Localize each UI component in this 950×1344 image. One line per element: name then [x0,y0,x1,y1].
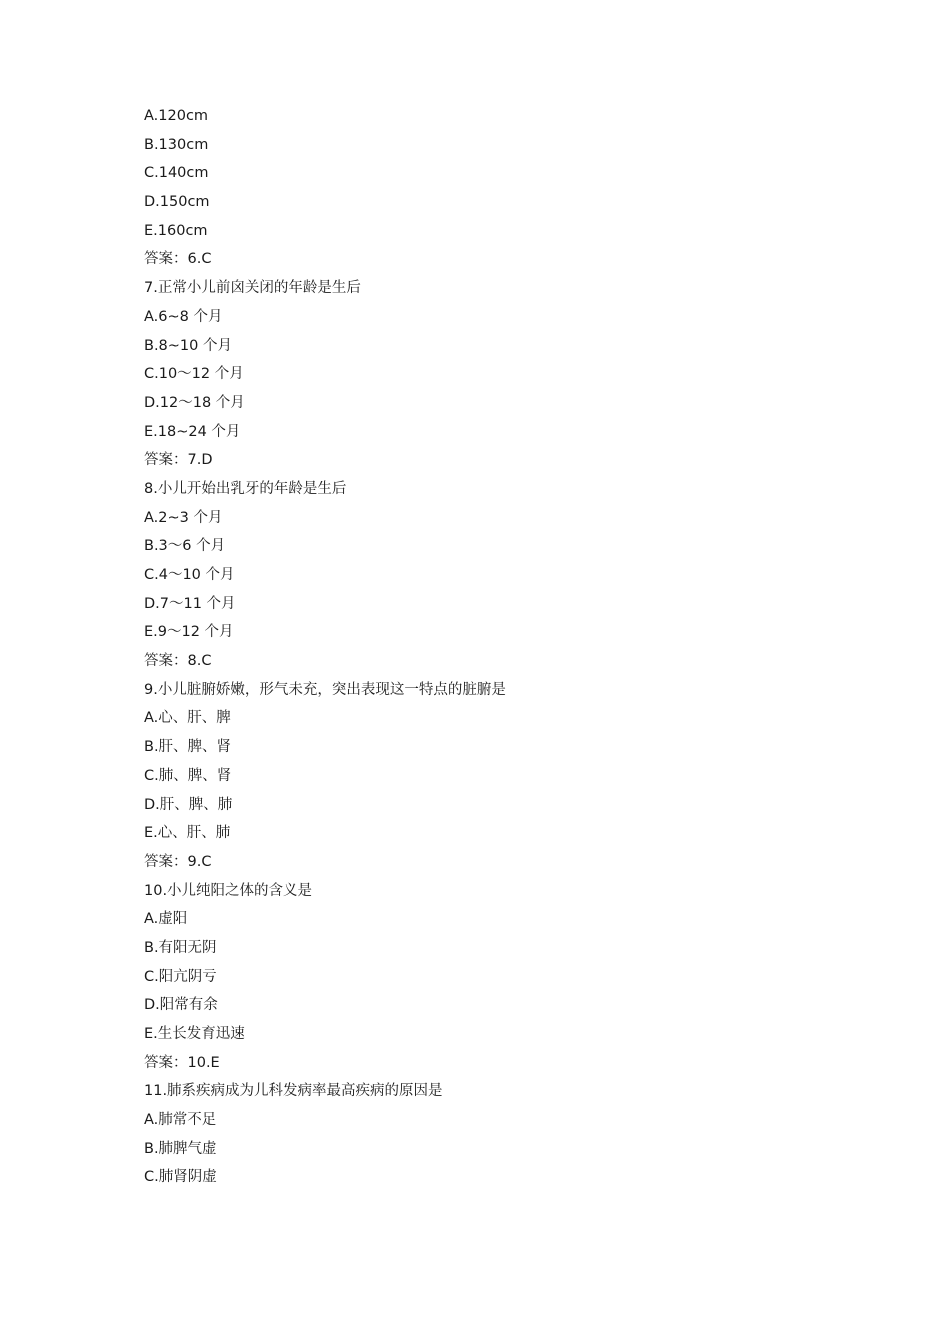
option-line: B.有阳无阴 [144,939,217,956]
option-line: E.18~24 个月 [144,423,241,440]
option-line: E.心、肝、肺 [144,825,231,842]
option-line: A.6~8 个月 [144,308,223,325]
option-line: C.肺肾阴虚 [144,1169,217,1186]
option-line: B.3～6 个月 [144,538,226,555]
answer-line: 答案：7.D [144,452,213,469]
option-line: B.肝、脾、肾 [144,739,232,756]
option-line: E.9～12 个月 [144,624,234,641]
question-line: 8.小儿开始出乳牙的年龄是生后 [144,480,347,497]
option-line: C.肺、脾、肾 [144,767,232,784]
question-list [144,102,844,1192]
option-line: D.肝、脾、肺 [144,796,233,813]
question-line: 10.小儿纯阳之体的含义是 [144,882,313,899]
option-line: D.7～11 个月 [144,595,236,612]
question-line: 9.小儿脏腑娇嫩，形气未充，突出表现这一特点的脏腑是 [144,681,506,698]
option-line: C.4～10 个月 [144,567,235,583]
answer-line: 答案：8.C [144,653,212,670]
option-line: A.心、肝、脾 [144,710,231,727]
option-line: C.阳亢阴亏 [144,968,217,985]
option-line: E.生长发育迅速 [144,1026,245,1042]
option-line: D.150cm [144,194,210,211]
answer-line: 答案：10.E [144,1054,220,1071]
option-line: C.10～12 个月 [144,366,244,383]
option-line: D.阳常有余 [144,997,218,1014]
option-line: A.120cm [144,108,209,124]
option-line: A.虚阳 [144,911,188,928]
option-line: E.160cm [144,222,208,239]
option-line: B.肺脾气虚 [144,1140,217,1157]
option-line: B.8~10 个月 [144,337,232,354]
question-line: 7.正常小儿前囟关闭的年龄是生后 [144,280,361,297]
answer-line: 答案：6.C [144,251,212,268]
option-line: A.2~3 个月 [144,509,223,526]
option-line: C.140cm [144,165,209,182]
answer-line: 答案：9.C [144,853,212,870]
option-line: A.肺常不足 [144,1112,217,1129]
question-line: 11.肺系疾病成为儿科发病率最高疾病的原因是 [144,1083,443,1100]
option-line: B.130cm [144,136,209,153]
option-line: D.12～18 个月 [144,394,245,411]
